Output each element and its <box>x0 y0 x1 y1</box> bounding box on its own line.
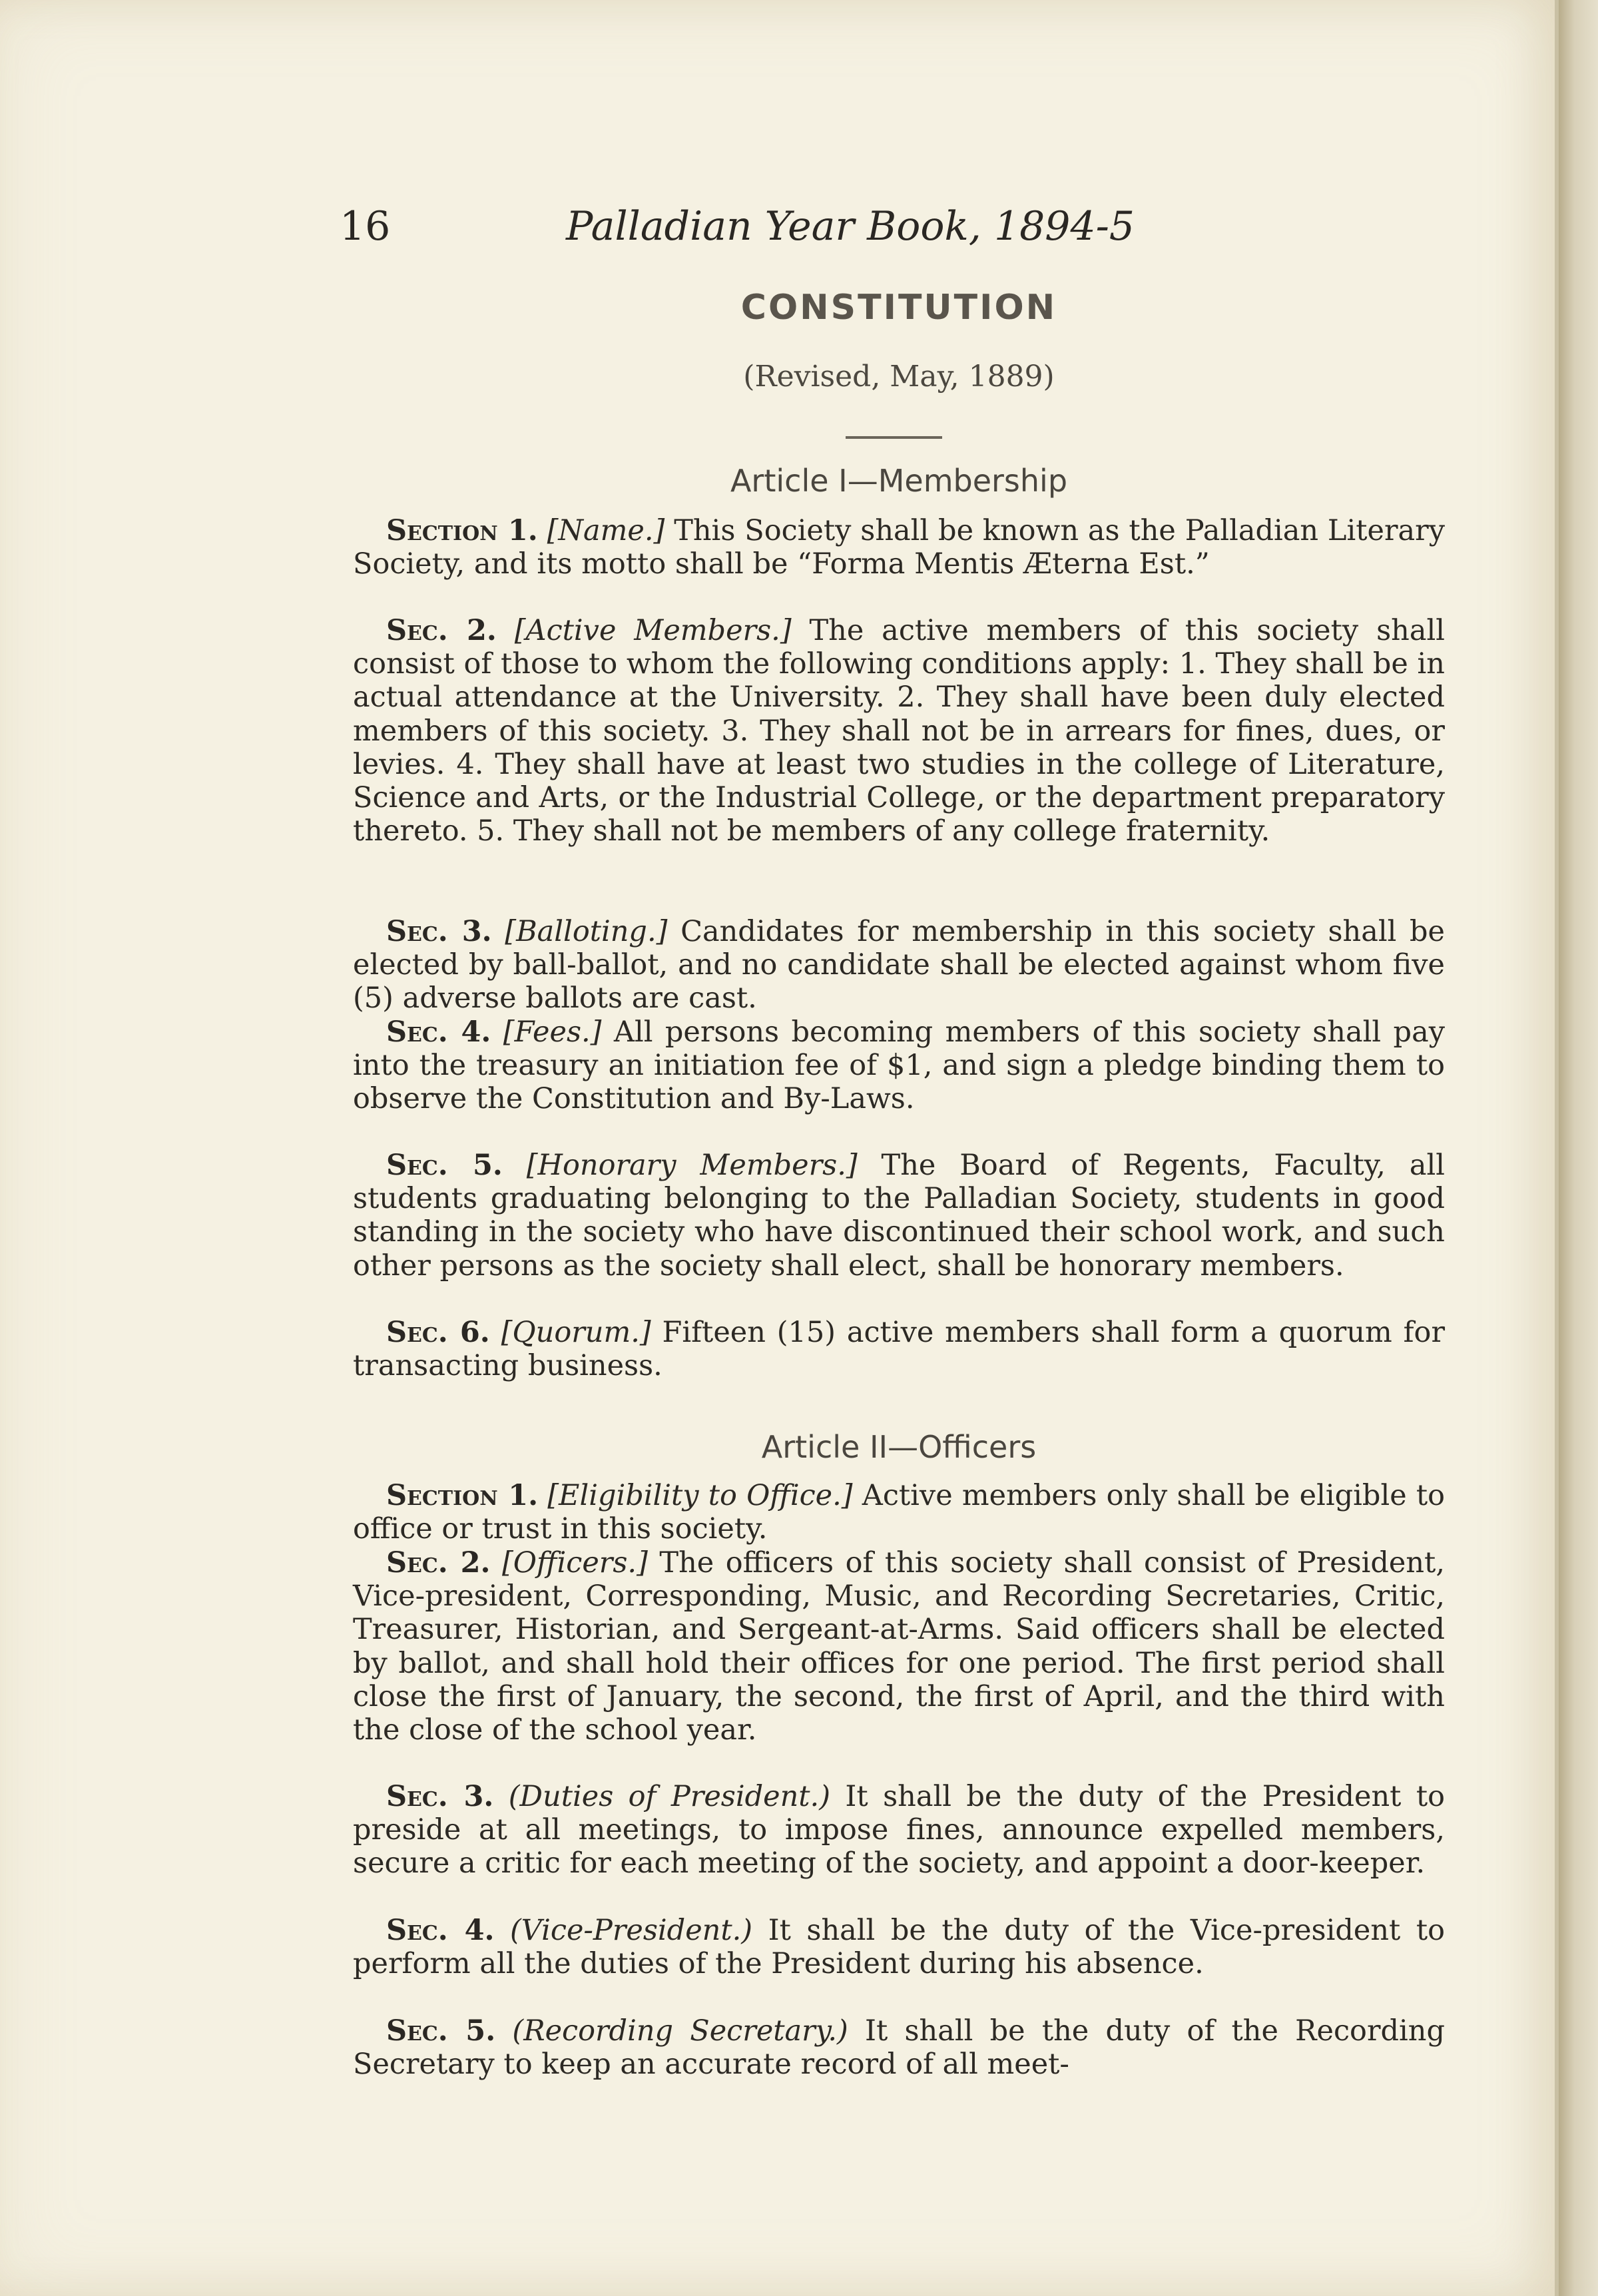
section-text: Active members only shall be eligible to office or trust in this society. <box>353 1479 1445 1546</box>
section-label: Sec. 3. <box>386 915 492 948</box>
article-1-section-1 <box>353 514 1445 581</box>
title-divider <box>846 436 942 439</box>
section-tag: [Active Members.] <box>514 614 792 647</box>
section-text: The Board of Regents, Faculty, all students graduating belonging to the Palladian Society, students in good standing in the society who have discontinued their school work, and such other persons as the society shall elect, shall be honorary members. <box>353 1149 1445 1283</box>
section-label: Sec. 5. <box>386 1149 503 1182</box>
article-2-heading: Article II—Officers <box>761 1429 1037 1465</box>
page-header <box>340 203 1232 263</box>
section-tag: [Officers.] <box>502 1546 648 1579</box>
section-tag: [Honorary Members.] <box>526 1149 858 1182</box>
section-text: Fifteen (15) active members shall form a quorum for transacting business. <box>353 1316 1445 1383</box>
document-title: CONSTITUTION <box>740 288 1057 328</box>
section-label: Sec. 5. <box>386 2014 496 2048</box>
section-tag: [Name.] <box>547 514 665 547</box>
article-2-section-5 <box>353 2014 1445 2081</box>
article-2-section-4 <box>353 1914 1445 1980</box>
article-2-section-2 <box>353 1546 1445 1747</box>
article-1-section-3 <box>353 915 1445 1015</box>
section-text: The active members of this society shall consist of those to whom the following conditions apply: 1. They shall be in actual attendance at the University. 2. They shall have been duly elected members of this society. 3. They shall not be in arrears for fines, dues, or levies. 4. They shall have at least two studies in the college of Literature, Science and Arts, or the Industrial College, or the department preparatory thereto. 5. They shall not be members of any college fraternity. <box>353 614 1445 848</box>
section-tag: (Vice-President.) <box>510 1914 753 1947</box>
section-label: Sec. 4. <box>386 1015 491 1049</box>
section-label: Section 1. <box>386 1479 539 1512</box>
section-text: The officers of this society shall consist of President, Vice-president, Corresponding, Music, and Recording Secretaries, Critic, Treasurer, Historian, and Sergeant-at-Arms. Said officers shall be elected by ballot, and shall hold their offices for one period. The first period shall close the first of January, the second, the first of April, and the third with the close of the school year. <box>353 1546 1446 1747</box>
section-text: All persons becoming members of this society shall pay into the treasury an initiation fee of $1, and sign a pledge binding them to observe the Constitution and By-Laws. <box>353 1015 1446 1116</box>
section-text: It shall be the duty of the Recording Secretary to keep an accurate record of all meet- <box>353 2014 1446 2082</box>
article-2-section-3 <box>353 1780 1445 1880</box>
section-tag: [Fees.] <box>503 1015 602 1049</box>
section-label: Sec. 2. <box>386 1546 491 1579</box>
section-label: Sec. 4. <box>386 1914 495 1947</box>
page-number: 16 <box>340 203 391 250</box>
article-1-section-6 <box>353 1316 1445 1382</box>
section-label: Sec. 2. <box>386 614 497 647</box>
section-text: Candidates for membership in this society shall be elected by ball-ballot, and no candidate shall be elected against whom five (5) adverse ballots are cast. <box>353 915 1446 1015</box>
section-text: It shall be the duty of the President to preside at all meetings, to impose fines, announce expelled members, secure a critic for each meeting of the society, and appoint a door-keeper. <box>353 1780 1446 1880</box>
article-1-section-5 <box>353 1149 1445 1283</box>
section-text: It shall be the duty of the Vice-president to perform all the duties of the President during his absence. <box>353 1914 1445 1981</box>
section-tag: (Duties of President.) <box>508 1780 830 1813</box>
article-1-section-2 <box>353 614 1445 848</box>
page-edge <box>1559 0 1598 2296</box>
section-tag: [Balloting.] <box>505 915 668 948</box>
section-tag: [Eligibility to Office.] <box>547 1479 853 1512</box>
article-2-section-1 <box>353 1479 1445 1546</box>
section-label: Sec. 3. <box>386 1780 494 1813</box>
running-title: Palladian Year Book, 1894-5 <box>566 203 1135 250</box>
section-label: Section 1. <box>386 514 538 547</box>
article-1-section-4 <box>353 1015 1445 1116</box>
article-1-heading: Article I—Membership <box>730 463 1068 499</box>
section-label: Sec. 6. <box>386 1316 490 1349</box>
section-text: This Society shall be known as the Palladian Literary Society, and its motto shall be “Forma Mentis Æterna Est.” <box>353 514 1446 581</box>
section-tag: (Recording Secretary.) <box>512 2014 848 2048</box>
section-tag: [Quorum.] <box>501 1316 651 1349</box>
document-subtitle: (Revised, May, 1889) <box>743 360 1055 394</box>
